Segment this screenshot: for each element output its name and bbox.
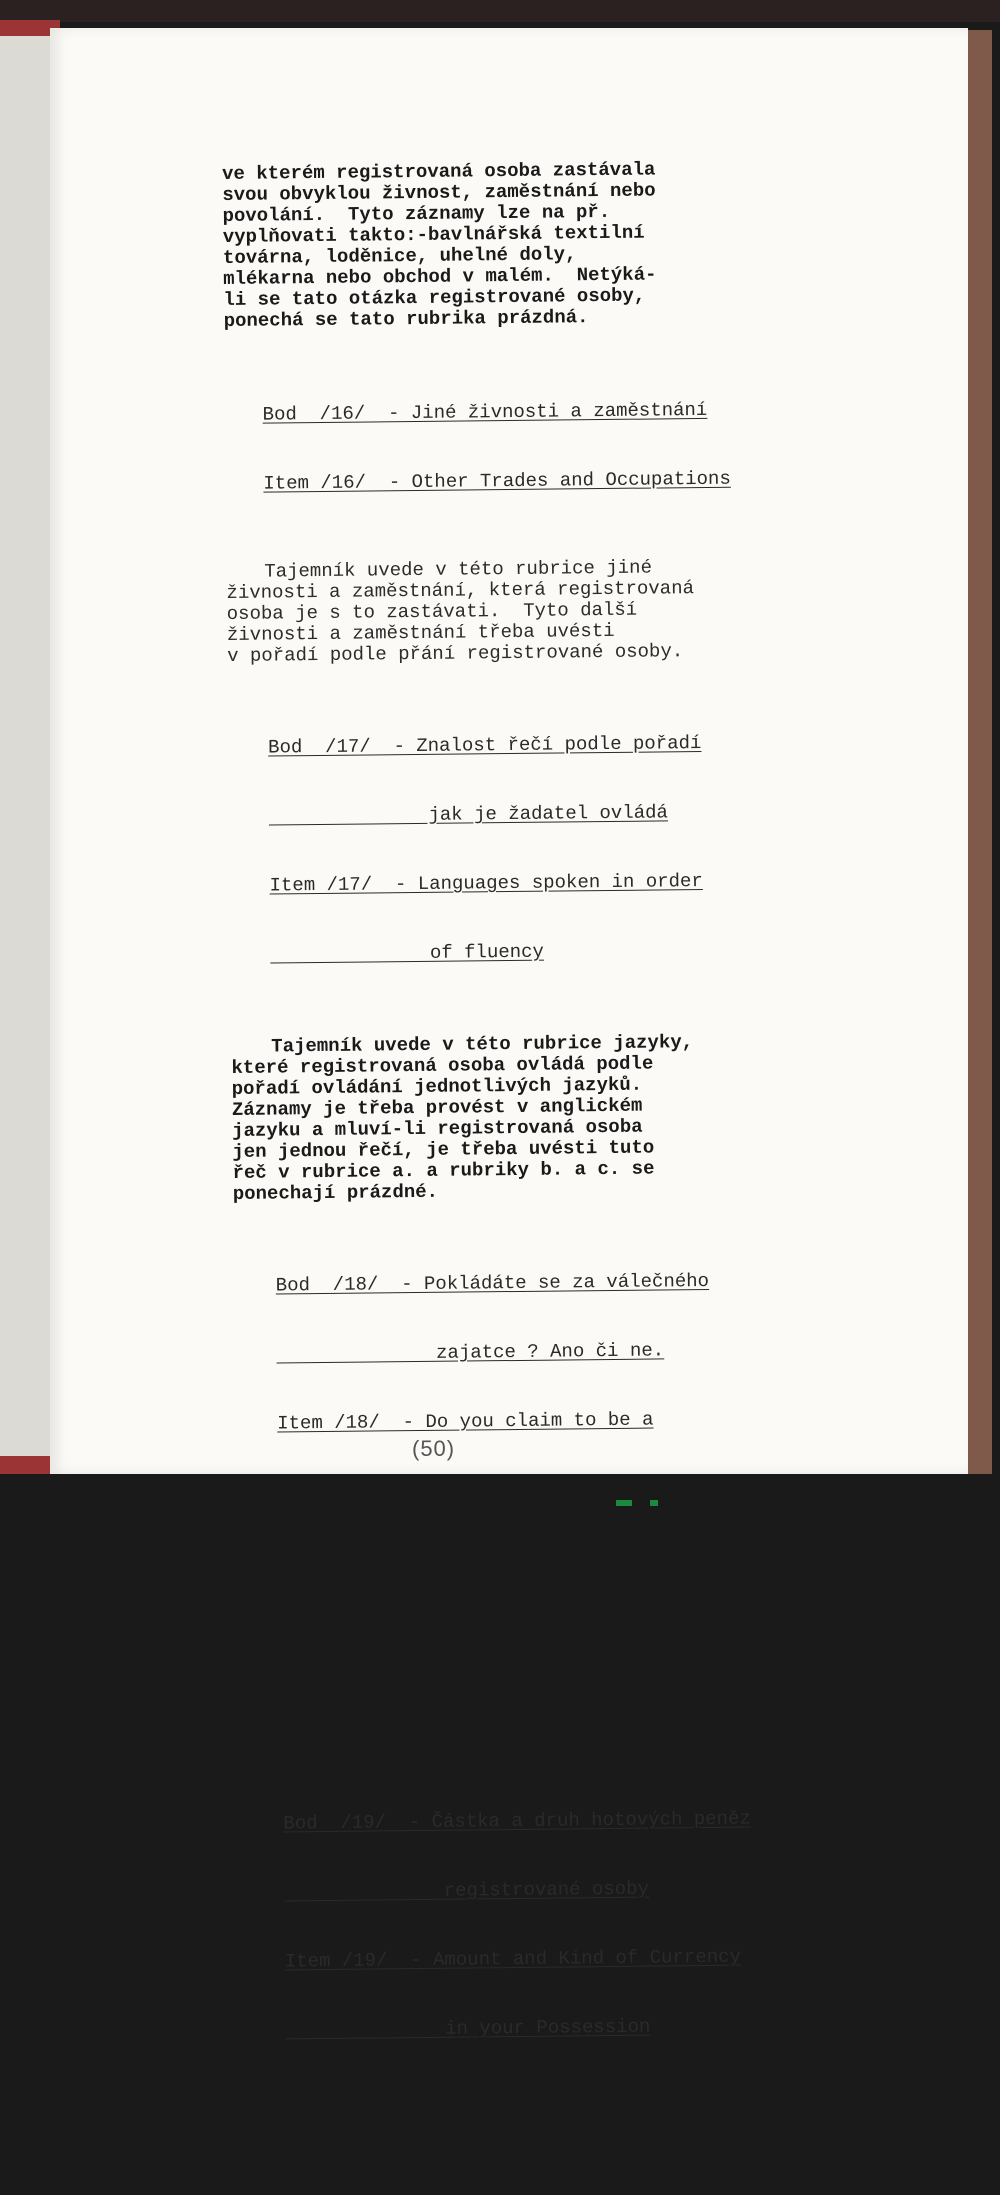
text-line: Tajemník uvede v této rubrice jazyky, <box>271 1031 694 1058</box>
text-line: vyplňovati takto:-bavlnářská textilní <box>222 221 645 248</box>
text-line: ponechají prázdné. <box>232 1180 439 1205</box>
heading-line-cz: Bod /17/ - Znalost řečí podle pořadí <box>267 732 702 759</box>
text-line: pořadí ovládání jednotlivých jazyků. <box>231 1073 643 1100</box>
green-mark <box>650 1500 658 1506</box>
text-line: svou obvyklou živnost, zaměstnání nebo <box>222 179 656 206</box>
section-item-19 <box>239 1761 833 2195</box>
text-line: Tajemník uvede v této rubrice jiné <box>264 556 653 583</box>
heading-line-en: Item /18/ - Do you claim to be a <box>277 1408 654 1435</box>
text-line: označení pro jednotlivé měny. <box>257 2169 588 2195</box>
heading-line-en: Item /17/ - Languages spoken in order <box>269 870 703 897</box>
section-heading <box>283 1761 832 2089</box>
section-item-16 <box>224 352 817 667</box>
heading-line-en-cont: of fluency <box>270 940 545 966</box>
section-item-17 <box>228 685 823 1205</box>
text-line: mlékarna nebo obchod v malém. Netýká- <box>223 263 657 290</box>
text-line: ponechá se tato rubrika prázdná. <box>223 306 589 332</box>
scan-top-edge <box>0 0 1000 22</box>
heading-line-cz: Bod /19/ - Částka a druh hotových peněz <box>283 1807 751 1835</box>
text-line: které registrovaná osoba ovládá podle <box>231 1052 654 1079</box>
text-line: rubrice. Nemůže-li registrovaná osoba <box>237 1632 671 1659</box>
section-body <box>231 1031 823 1205</box>
text-line: živnosti a zaměstnání třeba uvésti <box>226 619 615 646</box>
heading-line-cz: Bod /18/ - Pokládáte se za válečného <box>275 1269 710 1297</box>
scan-bottom-edge <box>0 1474 1000 1552</box>
section-heading <box>262 352 816 542</box>
text-line: v pořadí podle přání registrované osoby. <box>227 640 684 667</box>
text-line: ve kterém registrovaná osoba zastávala <box>221 158 656 185</box>
text-line: rubriku nad tištěným slovem Ne. <box>238 1717 592 1743</box>
text-line: jde-li o dítě, odškrtne tajemník (✓ ) <box>238 1695 661 1722</box>
text-line: li se tato otázka registrované osoby, <box>223 284 646 311</box>
text-line: Tajemník uvede v této rubrice částku <box>298 2105 710 2132</box>
section-body <box>226 556 817 667</box>
text-line: peněz, každé měny, kterou má registrovaná <box>256 2125 725 2153</box>
heading-line-cz-cont: registrované osoby <box>283 1877 650 1904</box>
text-line: na tuto otázku odpověděti, nebo se jí <box>237 1653 660 1680</box>
green-mark <box>616 1500 632 1506</box>
text-line: jazyku a mluví-li registrovaná osoba <box>232 1115 643 1142</box>
text-line: zda se pokládá za válečného zajatce. <box>236 1590 648 1617</box>
text-line: Záznamy je třeba provést v anglickém <box>231 1094 643 1121</box>
intro-paragraph <box>222 158 814 332</box>
text-line: továrna, loděnice, uhelné doly, <box>222 243 577 269</box>
text-line: jen jednou řečí, je třeba uvésti tuto <box>232 1136 655 1163</box>
text-line: řeč v rubrice a. a rubriky b. a c. se <box>232 1157 655 1184</box>
section-heading <box>268 685 821 1013</box>
heading-line-cz-cont: jak je žadatel ovládá <box>268 801 669 828</box>
text-line: Tajemník se zeptá registrované osoby, <box>278 1569 701 1596</box>
heading-line-en: Item /16/ - Other Trades and Occupations <box>263 467 731 495</box>
text-line: povolání. Tyto záznamy lze na př. <box>222 200 611 227</box>
text-line: živnosti a zaměstnání, která registrovaná <box>226 577 695 604</box>
text-line: Odpověď se poznamená (✓) v příslušné <box>237 1611 648 1638</box>
heading-line-en: Item /19/ - Amount and Kind of Currency <box>284 1945 741 1973</box>
section-body <box>237 1569 829 1743</box>
heading-line-en-cont: in your Possession <box>285 2015 651 2042</box>
text-line: otázka zřejmě netýká, jako na příklad <box>237 1674 660 1701</box>
text-line: osoba je s to zastávati. Tyto další <box>226 598 638 625</box>
heading-line-cz: Bod /16/ - Jiné živnosti a zaměstnání <box>262 398 708 426</box>
heading-line-cz-cont: zajatce ? Ano či ne. <box>276 1339 665 1366</box>
section-body <box>242 2105 833 2195</box>
text-line: osoba u sebe. Bude se užívati patřičných <box>256 2146 725 2174</box>
page-text <box>222 158 833 2195</box>
page-number: (50) <box>412 1436 456 1461</box>
